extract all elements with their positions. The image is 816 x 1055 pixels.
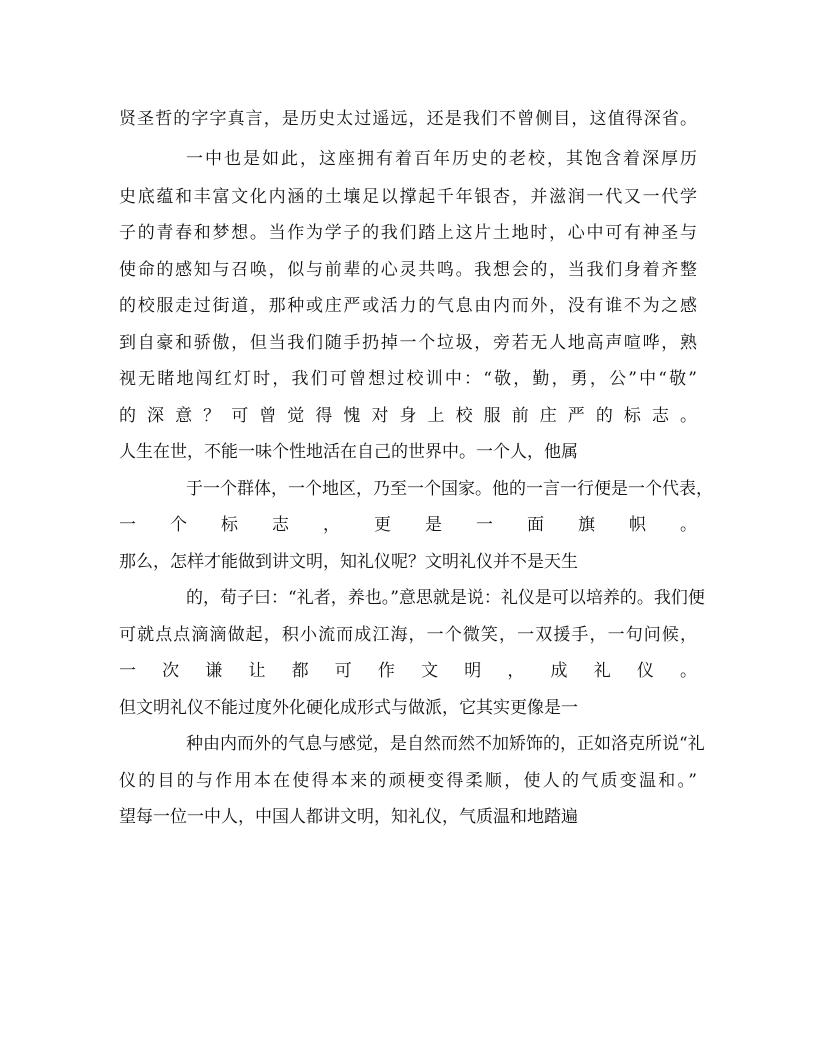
paragraph-first-line: 一中也是如此，这座拥有着百年历史的老校，其饱含着深厚历 bbox=[186, 149, 697, 169]
text-line: 仪的目的与作用本在使得本来的顽梗变得柔顺，使人的气质变温和。” bbox=[119, 771, 697, 791]
text-line: 一次谦让都可作文明，成礼仪。 bbox=[119, 661, 697, 681]
text-line: 但文明礼仪不能过度外化硬化成形式与做派，它其实更像是一 bbox=[119, 698, 578, 718]
text-line: 望每一位一中人，中国人都讲文明，知礼仪，气质温和地踏遍 bbox=[119, 807, 578, 827]
text-line: 使命的感知与召唤，似与前辈的心灵共鸣。我想会的，当我们身着齐整 bbox=[119, 260, 697, 280]
text-line: 视无睹地闯红灯时，我们可曾想过校训中：“敬，勤，勇，公”中“敬” bbox=[119, 369, 697, 389]
text-line: 人生在世，不能一味个性地活在自己的世界中。一个人，他属 bbox=[119, 442, 578, 462]
text-line: 的校服走过街道，那种或庄严或活力的气息由内而外，没有谁不为之感 bbox=[119, 296, 697, 316]
text-line: 那么，怎样才能做到讲文明，知礼仪呢？文明礼仪并不是天生 bbox=[119, 552, 578, 572]
text-line: 到自豪和骄傲，但当我们随手扔掉一个垃圾，旁若无人地高声喧哗，熟 bbox=[119, 333, 697, 353]
paragraph-first-line: 于一个群体，一个地区，乃至一个国家。他的一言一行便是一个代表， bbox=[186, 479, 713, 499]
text-line: 的深意？可曾觉得愧对身上校服前庄严的标志。 bbox=[119, 406, 697, 426]
text-line: 史底蕴和丰富文化内涵的土壤足以撑起千年银杏，并滋润一代又一代学 bbox=[119, 187, 697, 207]
paragraph-first-line: 的，荀子曰：“礼者，养也。”意思就是说：礼仪是可以培养的。我们便 bbox=[186, 588, 705, 608]
text-line: 一个标志，更是一面旗帜。 bbox=[119, 515, 697, 535]
text-line: 子的青春和梦想。当作为学子的我们踏上这片土地时，心中可有神圣与 bbox=[119, 223, 697, 243]
text-line: 可就点点滴滴做起，积小流而成江海，一个微笑，一双援手，一句问候， bbox=[119, 625, 697, 645]
paragraph-first-line: 种由内而外的气息与感觉，是自然而然不加矫饰的，正如洛克所说“礼 bbox=[186, 734, 705, 754]
text-line: 贤圣哲的字字真言，是历史太过遥远，还是我们不曾侧目，这值得深省。 bbox=[119, 109, 697, 129]
